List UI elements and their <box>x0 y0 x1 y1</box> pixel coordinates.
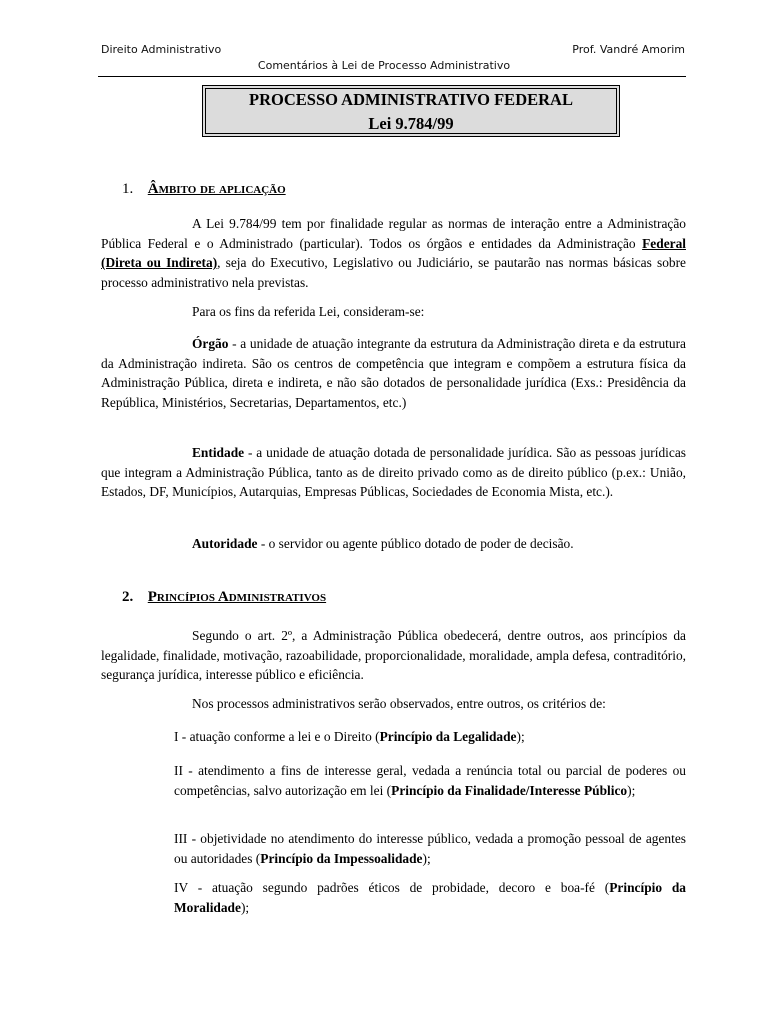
criterion-end: ); <box>627 782 636 798</box>
header-rule <box>98 76 686 77</box>
criterion-text: IV - atuação segundo padrões éticos de probidade, decoro e boa-fé ( <box>174 880 610 895</box>
header-author: Prof. Vandré Amorim <box>572 43 685 56</box>
criterion-text: III - objetividade no atendimento do interesse público, vedada a promoção pessoal de agentes ou autoridades ( <box>174 831 686 866</box>
section-1-number: 1. <box>122 181 134 197</box>
principle-name: Princípio da Finalidade/Interesse Público <box>391 782 628 798</box>
criterion-text: I - atuação conforme a lei e o Direito ( <box>174 729 380 744</box>
criterion-item <box>174 727 686 747</box>
criterion-item <box>174 829 686 868</box>
section-2-paragraph-2: Nos processos administrativos serão observados, entre outros, os critérios de: <box>192 696 606 711</box>
section-1-paragraph-1 <box>101 214 686 292</box>
principle-name: Princípio da Moralidade <box>174 880 687 915</box>
title-line-1: PROCESSO ADMINISTRATIVO FEDERAL <box>249 90 573 109</box>
section-2-paragraph-1: Segundo o art. 2º, a Administração Pública obedecerá, dentre outros, aos princípios da legalidade, finalidade, motivação, razoabilidade, proporcionalidade, moralidade, ampla defesa, contraditório, segurança jurídica, interesse público e eficiência. <box>101 628 686 682</box>
definition-text: - o servidor ou agente público dotado de poder de decisão. <box>257 536 574 551</box>
section-1-paragraph-2: Para os fins da referida Lei, consideram-se: <box>192 304 425 319</box>
criterion-end: ); <box>516 729 525 744</box>
definition-text: - a unidade de atuação dotada de personalidade jurídica. São as pessoas jurídicas que integram a Administração Pública, tanto as de direito privado como as de direito público (p.ex.: União, Estados, DF, Municípios, Autarquias, Empresas Públicas, Sociedades de Economia Mista, etc.). <box>101 445 686 499</box>
header-course: Direito Administrativo <box>101 43 222 56</box>
definition-term: Entidade <box>192 445 245 460</box>
criterion-end: ); <box>422 850 431 866</box>
section-1-title: Âmbito de aplicação <box>147 181 286 197</box>
criterion-text: II - atendimento a fins de interesse geral, vedada a renúncia total ou parcial de poderes ou competências, salvo autorização em lei ( <box>174 763 686 798</box>
title-box <box>202 85 620 137</box>
federal-emphasis: Federal (Direta ou Indireta) <box>101 235 686 270</box>
criterion-end: ); <box>240 899 250 915</box>
section-2-heading <box>122 589 326 606</box>
paragraph-text: A Lei 9.784/99 tem por finalidade regular as normas de interação entre a Administração Pública Federal e o Administrado (particular). Todos os órgãos e entidades da Administração <box>101 216 686 251</box>
definition-term: Autoridade <box>192 536 258 551</box>
section-1-heading <box>122 181 286 198</box>
criterion-item <box>174 878 686 917</box>
definition-entidade <box>101 443 686 502</box>
paragraph-text: , seja do Executivo, Legislativo ou Judiciário, se pautarão nas normas básicas sobre processo administrativo nela previstas. <box>101 255 686 290</box>
definition-text: - a unidade de atuação integrante da estrutura da Administração direta e da estrutura da Administração indireta. São os centros de competência que integram e compõem a estrutura física da Administração Pública, direta e indireta, e não são dotados de personalidade jurídica (Exs.: Presidência da República, Ministérios, Secretarias, Departamentos, etc.) <box>101 336 686 410</box>
section-2-number: 2. <box>122 589 134 605</box>
definition-autoridade <box>101 534 686 554</box>
header-subtitle: Comentários à Lei de Processo Administrativo <box>257 59 511 72</box>
criterion-item <box>174 761 686 800</box>
section-2-title: Princípios Administrativos <box>147 589 327 605</box>
definition-term: Órgão <box>192 336 229 351</box>
definition-orgao <box>101 334 686 412</box>
principle-name: Princípio da Impessoalidade <box>260 850 423 866</box>
principle-name: Princípio da Legalidade <box>379 729 517 744</box>
title-line-2: Lei 9.784/99 <box>368 114 454 133</box>
